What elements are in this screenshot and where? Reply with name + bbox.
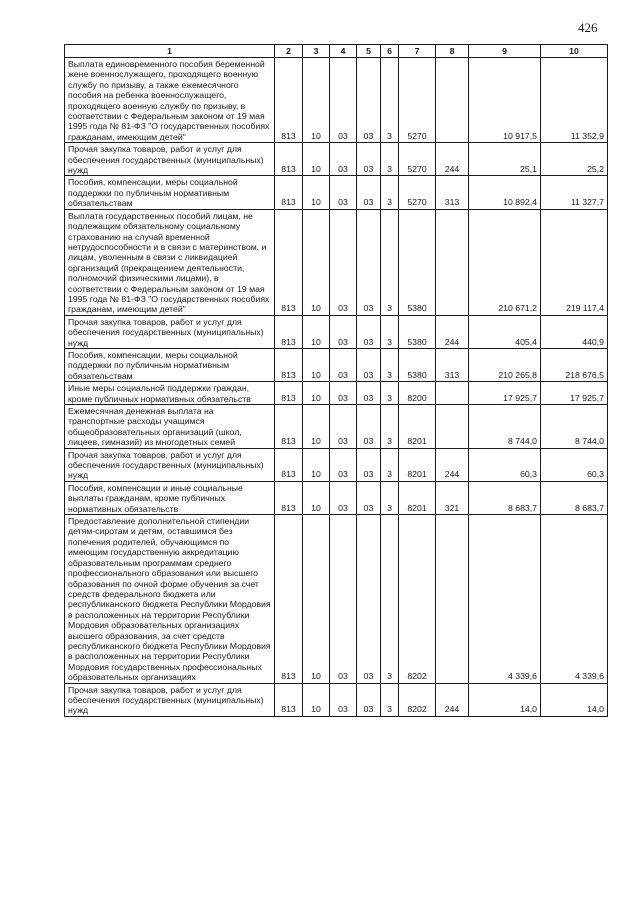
description-cell: Пособия, компенсации и иные социальные выплаты гражданам, кроме публичных нормативных обязательств <box>65 481 275 514</box>
program-cell: 03 <box>357 405 381 449</box>
section-cell: 10 <box>303 481 330 514</box>
target-article-cell: 5270 <box>399 58 436 143</box>
subprogram-cell: 3 <box>381 315 399 348</box>
description-cell: Прочая закупка товаров, работ и услуг для обеспечения государственных (муниципальных) нужд <box>65 683 275 716</box>
expense-type-cell: 321 <box>436 481 469 514</box>
ministry-code-cell: 813 <box>275 315 303 348</box>
amount-year1-cell: 4 339,6 <box>469 515 541 684</box>
amount-year1-cell: 8 744,0 <box>469 405 541 449</box>
amount-year2-cell: 60,3 <box>541 448 608 481</box>
expense-type-cell <box>436 58 469 143</box>
section-cell: 10 <box>303 315 330 348</box>
amount-year2-cell: 11 352,9 <box>541 58 608 143</box>
subsection-cell: 03 <box>330 515 357 684</box>
subprogram-cell: 3 <box>381 683 399 716</box>
column-header-10: 10 <box>541 45 608 58</box>
program-cell: 03 <box>357 683 381 716</box>
amount-year2-cell: 218 676,5 <box>541 348 608 381</box>
ministry-code-cell: 813 <box>275 209 303 315</box>
section-cell: 10 <box>303 143 330 176</box>
subsection-cell: 03 <box>330 683 357 716</box>
subsection-cell: 03 <box>330 209 357 315</box>
amount-year2-cell: 17 925,7 <box>541 382 608 405</box>
program-cell: 03 <box>357 209 381 315</box>
target-article-cell: 5380 <box>399 315 436 348</box>
description-cell: Выплата единовременного пособия беременной жене военнослужащего, проходящего военную службу по призыву, а также ежемесячного пособия на ребенка военнослужащего, проходящего военную службу по призыву, в соответствии с Федеральным законом от 19 мая 1995 года № 81-ФЗ "О государственных пособиях гражданам, имеющим детей" <box>65 58 275 143</box>
section-cell: 10 <box>303 58 330 143</box>
target-article-cell: 8201 <box>399 405 436 449</box>
column-header-1: 1 <box>65 45 275 58</box>
subprogram-cell: 3 <box>381 209 399 315</box>
column-header-8: 8 <box>436 45 469 58</box>
table-row <box>65 176 608 209</box>
expense-type-cell: 244 <box>436 143 469 176</box>
subsection-cell: 03 <box>330 176 357 209</box>
subsection-cell: 03 <box>330 315 357 348</box>
page-number: 426 <box>578 20 598 35</box>
ministry-code-cell: 813 <box>275 143 303 176</box>
column-header-9: 9 <box>469 45 541 58</box>
amount-year2-cell: 8 683,7 <box>541 481 608 514</box>
target-article-cell: 8200 <box>399 382 436 405</box>
subsection-cell: 03 <box>330 448 357 481</box>
table-row <box>65 683 608 716</box>
amount-year2-cell: 11 327,7 <box>541 176 608 209</box>
amount-year1-cell: 25,1 <box>469 143 541 176</box>
target-article-cell: 8201 <box>399 481 436 514</box>
subsection-cell: 03 <box>330 58 357 143</box>
section-cell: 10 <box>303 176 330 209</box>
ministry-code-cell: 813 <box>275 481 303 514</box>
amount-year1-cell: 10 892,4 <box>469 176 541 209</box>
amount-year2-cell: 25,2 <box>541 143 608 176</box>
amount-year1-cell: 210 265,8 <box>469 348 541 381</box>
description-cell: Выплата государственных пособий лицам, не подлежащим обязательному социальному страхованию на случай временной нетрудоспособности и в связи с материнством, и лицам, уволенным в связи с ликвидацией организаций (прекращением деятельности, полномочий физическими лицами), в соответствии с Федеральным законом от 19 мая 1995 года № 81-ФЗ "О государственных пособиях гражданам, имеющим детей" <box>65 209 275 315</box>
subsection-cell: 03 <box>330 405 357 449</box>
amount-year1-cell: 8 683,7 <box>469 481 541 514</box>
amount-year1-cell: 210 671,2 <box>469 209 541 315</box>
column-header-7: 7 <box>399 45 436 58</box>
ministry-code-cell: 813 <box>275 382 303 405</box>
target-article-cell: 5380 <box>399 209 436 315</box>
table-row <box>65 315 608 348</box>
amount-year1-cell: 60,3 <box>469 448 541 481</box>
amount-year1-cell: 405,4 <box>469 315 541 348</box>
subprogram-cell: 3 <box>381 481 399 514</box>
expense-type-cell <box>436 405 469 449</box>
subprogram-cell: 3 <box>381 382 399 405</box>
section-cell: 10 <box>303 515 330 684</box>
description-cell: Пособия, компенсации, меры социальной поддержки по публичным нормативным обязательствам <box>65 176 275 209</box>
target-article-cell: 5380 <box>399 348 436 381</box>
description-cell: Прочая закупка товаров, работ и услуг для обеспечения государственных (муниципальных) нужд <box>65 143 275 176</box>
program-cell: 03 <box>357 448 381 481</box>
expense-type-cell: 244 <box>436 315 469 348</box>
subprogram-cell: 3 <box>381 176 399 209</box>
target-article-cell: 5270 <box>399 143 436 176</box>
description-cell: Прочая закупка товаров, работ и услуг для обеспечения государственных (муниципальных) нужд <box>65 448 275 481</box>
ministry-code-cell: 813 <box>275 176 303 209</box>
program-cell: 03 <box>357 315 381 348</box>
table-row <box>65 382 608 405</box>
subsection-cell: 03 <box>330 143 357 176</box>
expense-type-cell: 244 <box>436 683 469 716</box>
section-cell: 10 <box>303 405 330 449</box>
subsection-cell: 03 <box>330 382 357 405</box>
ministry-code-cell: 813 <box>275 448 303 481</box>
ministry-code-cell: 813 <box>275 348 303 381</box>
subprogram-cell: 3 <box>381 143 399 176</box>
program-cell: 03 <box>357 176 381 209</box>
description-cell: Пособия, компенсации, меры социальной поддержки по публичным нормативным обязательствам <box>65 348 275 381</box>
subprogram-cell: 3 <box>381 405 399 449</box>
table-row <box>65 405 608 449</box>
section-cell: 10 <box>303 382 330 405</box>
expense-type-cell: 313 <box>436 348 469 381</box>
program-cell: 03 <box>357 348 381 381</box>
expense-type-cell <box>436 209 469 315</box>
target-article-cell: 8201 <box>399 448 436 481</box>
amount-year1-cell: 14,0 <box>469 683 541 716</box>
section-cell: 10 <box>303 683 330 716</box>
amount-year2-cell: 440,9 <box>541 315 608 348</box>
budget-table <box>64 44 608 717</box>
expense-type-cell <box>436 515 469 684</box>
description-cell: Ежемесячная денежная выплата на транспортные расходы учащимся общеобразовательных организаций (школ, лицеев, гимназий) из многодетных семей <box>65 405 275 449</box>
target-article-cell: 5270 <box>399 176 436 209</box>
target-article-cell: 8202 <box>399 515 436 684</box>
expense-type-cell: 313 <box>436 176 469 209</box>
ministry-code-cell: 813 <box>275 58 303 143</box>
column-header-2: 2 <box>275 45 303 58</box>
amount-year1-cell: 10 917,5 <box>469 58 541 143</box>
description-cell: Иные меры социальной поддержки граждан, кроме публичных нормативных обязательств <box>65 382 275 405</box>
subsection-cell: 03 <box>330 481 357 514</box>
expense-type-cell <box>436 382 469 405</box>
subprogram-cell: 3 <box>381 515 399 684</box>
amount-year1-cell: 17 925,7 <box>469 382 541 405</box>
subprogram-cell: 3 <box>381 448 399 481</box>
program-cell: 03 <box>357 58 381 143</box>
subsection-cell: 03 <box>330 348 357 381</box>
header-row <box>65 45 608 58</box>
amount-year2-cell: 8 744,0 <box>541 405 608 449</box>
table-row <box>65 448 608 481</box>
column-header-4: 4 <box>330 45 357 58</box>
column-header-5: 5 <box>357 45 381 58</box>
program-cell: 03 <box>357 481 381 514</box>
target-article-cell: 8202 <box>399 683 436 716</box>
section-cell: 10 <box>303 348 330 381</box>
table-row <box>65 209 608 315</box>
table-row <box>65 143 608 176</box>
section-cell: 10 <box>303 448 330 481</box>
ministry-code-cell: 813 <box>275 405 303 449</box>
expense-type-cell: 244 <box>436 448 469 481</box>
program-cell: 03 <box>357 143 381 176</box>
table-row <box>65 481 608 514</box>
table-row <box>65 58 608 143</box>
ministry-code-cell: 813 <box>275 515 303 684</box>
subprogram-cell: 3 <box>381 58 399 143</box>
program-cell: 03 <box>357 382 381 405</box>
subprogram-cell: 3 <box>381 348 399 381</box>
table-row <box>65 515 608 684</box>
amount-year2-cell: 4 339,6 <box>541 515 608 684</box>
column-header-6: 6 <box>381 45 399 58</box>
column-header-3: 3 <box>303 45 330 58</box>
amount-year2-cell: 219 117,4 <box>541 209 608 315</box>
table-row <box>65 348 608 381</box>
amount-year2-cell: 14,0 <box>541 683 608 716</box>
description-cell: Прочая закупка товаров, работ и услуг для обеспечения государственных (муниципальных) нужд <box>65 315 275 348</box>
description-cell: Предоставление дополнительной стипендии детям-сиротам и детям, оставшимся без попечения родителей, обучающимся по имеющим государственную аккредитацию образовательным программам среднего профессионального образования или высшего образования по очной форме обучения за счет средств федерального бюджета или республиканского бюджета Республики Мордовия в расположенных на территории Республики Мордовия образовательных организациях высшего образования, за счет средств республиканского бюджета Республики Мордовия в расположенных на территории Республики Мордовия государственных профессиональных образовательных организациях <box>65 515 275 684</box>
program-cell: 03 <box>357 515 381 684</box>
ministry-code-cell: 813 <box>275 683 303 716</box>
section-cell: 10 <box>303 209 330 315</box>
